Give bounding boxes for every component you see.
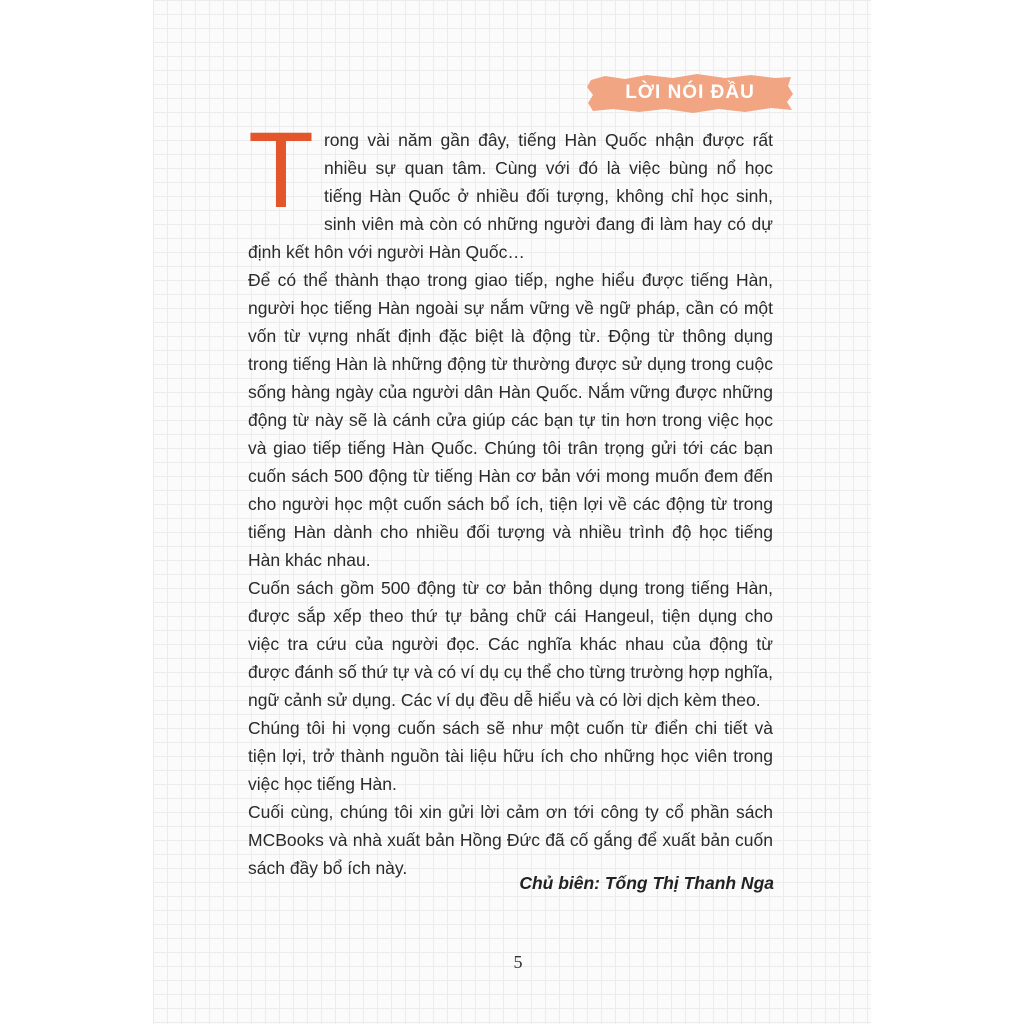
body-text — [248, 109, 773, 882]
paragraph-3: Chúng tôi hi vọng cuốn sách sẽ như một cuốn từ điển chi tiết và tiện lợi, trở thành nguồn tài liệu hữu ích cho những học viên trong việc học tiếng Hàn. — [248, 718, 773, 794]
intro-paragraph — [248, 109, 773, 266]
page-number: 5 — [513, 952, 523, 972]
paragraph-4: Cuối cùng, chúng tôi xin gửi lời cảm ơn tới công ty cổ phần sách MCBooks và nhà xuất bản Hồng Đức đã cố gắng để xuất bản cuốn sách đầy bổ ích này. — [248, 802, 773, 878]
title-banner — [585, 72, 795, 114]
drop-cap: T — [248, 109, 314, 230]
editor-signature: Chủ biên: Tống Thị Thanh Nga — [519, 873, 774, 893]
paragraph-2: Cuốn sách gồm 500 động từ cơ bản thông dụng trong tiếng Hàn, được sắp xếp theo thứ tự bảng chữ cái Hangeul, tiện dụng cho việc tra cứu của người đọc. Các nghĩa khác nhau của động từ được đánh số thứ tự và có ví dụ cụ thể cho từng trường hợp nghĩa, ngữ cảnh sử dụng. Các ví dụ đều dễ hiểu và có lời dịch kèm theo. — [248, 578, 773, 710]
page-title: LỜI NÓI ĐẦU — [625, 82, 755, 103]
paragraph-1: Để có thể thành thạo trong giao tiếp, nghe hiểu được tiếng Hàn, người học tiếng Hàn ngoài sự nắm vững về ngữ pháp, cần có một vốn từ vựng nhất định đặc biệt là động từ. Động từ thông dụng trong tiếng Hàn là những động từ thường được sử dụng trong cuộc sống hàng ngày của người dân Hàn Quốc. Nắm vững được những động từ này sẽ là cánh cửa giúp các bạn tự tin hơn trong việc học và giao tiếp tiếng Hàn Quốc. Chúng tôi trân trọng gửi tới các bạn cuốn sách 500 động từ tiếng Hàn cơ bản với mong muốn đem đến cho người học một cuốn sách bổ ích, tiện lợi về các động từ trong tiếng Hàn dành cho nhiều đối tượng và nhiều trình độ học tiếng Hàn khác nhau. — [248, 270, 773, 570]
intro-text: rong vài năm gần đây, tiếng Hàn Quốc nhận được rất nhiều sự quan tâm. Cùng với đó là việc bùng nổ học tiếng Hàn Quốc ở nhiều đối tượng, không chỉ học sinh, sinh viên mà còn có những người đang đi làm hay có dự định kết hôn với người Hàn Quốc… — [248, 130, 773, 262]
